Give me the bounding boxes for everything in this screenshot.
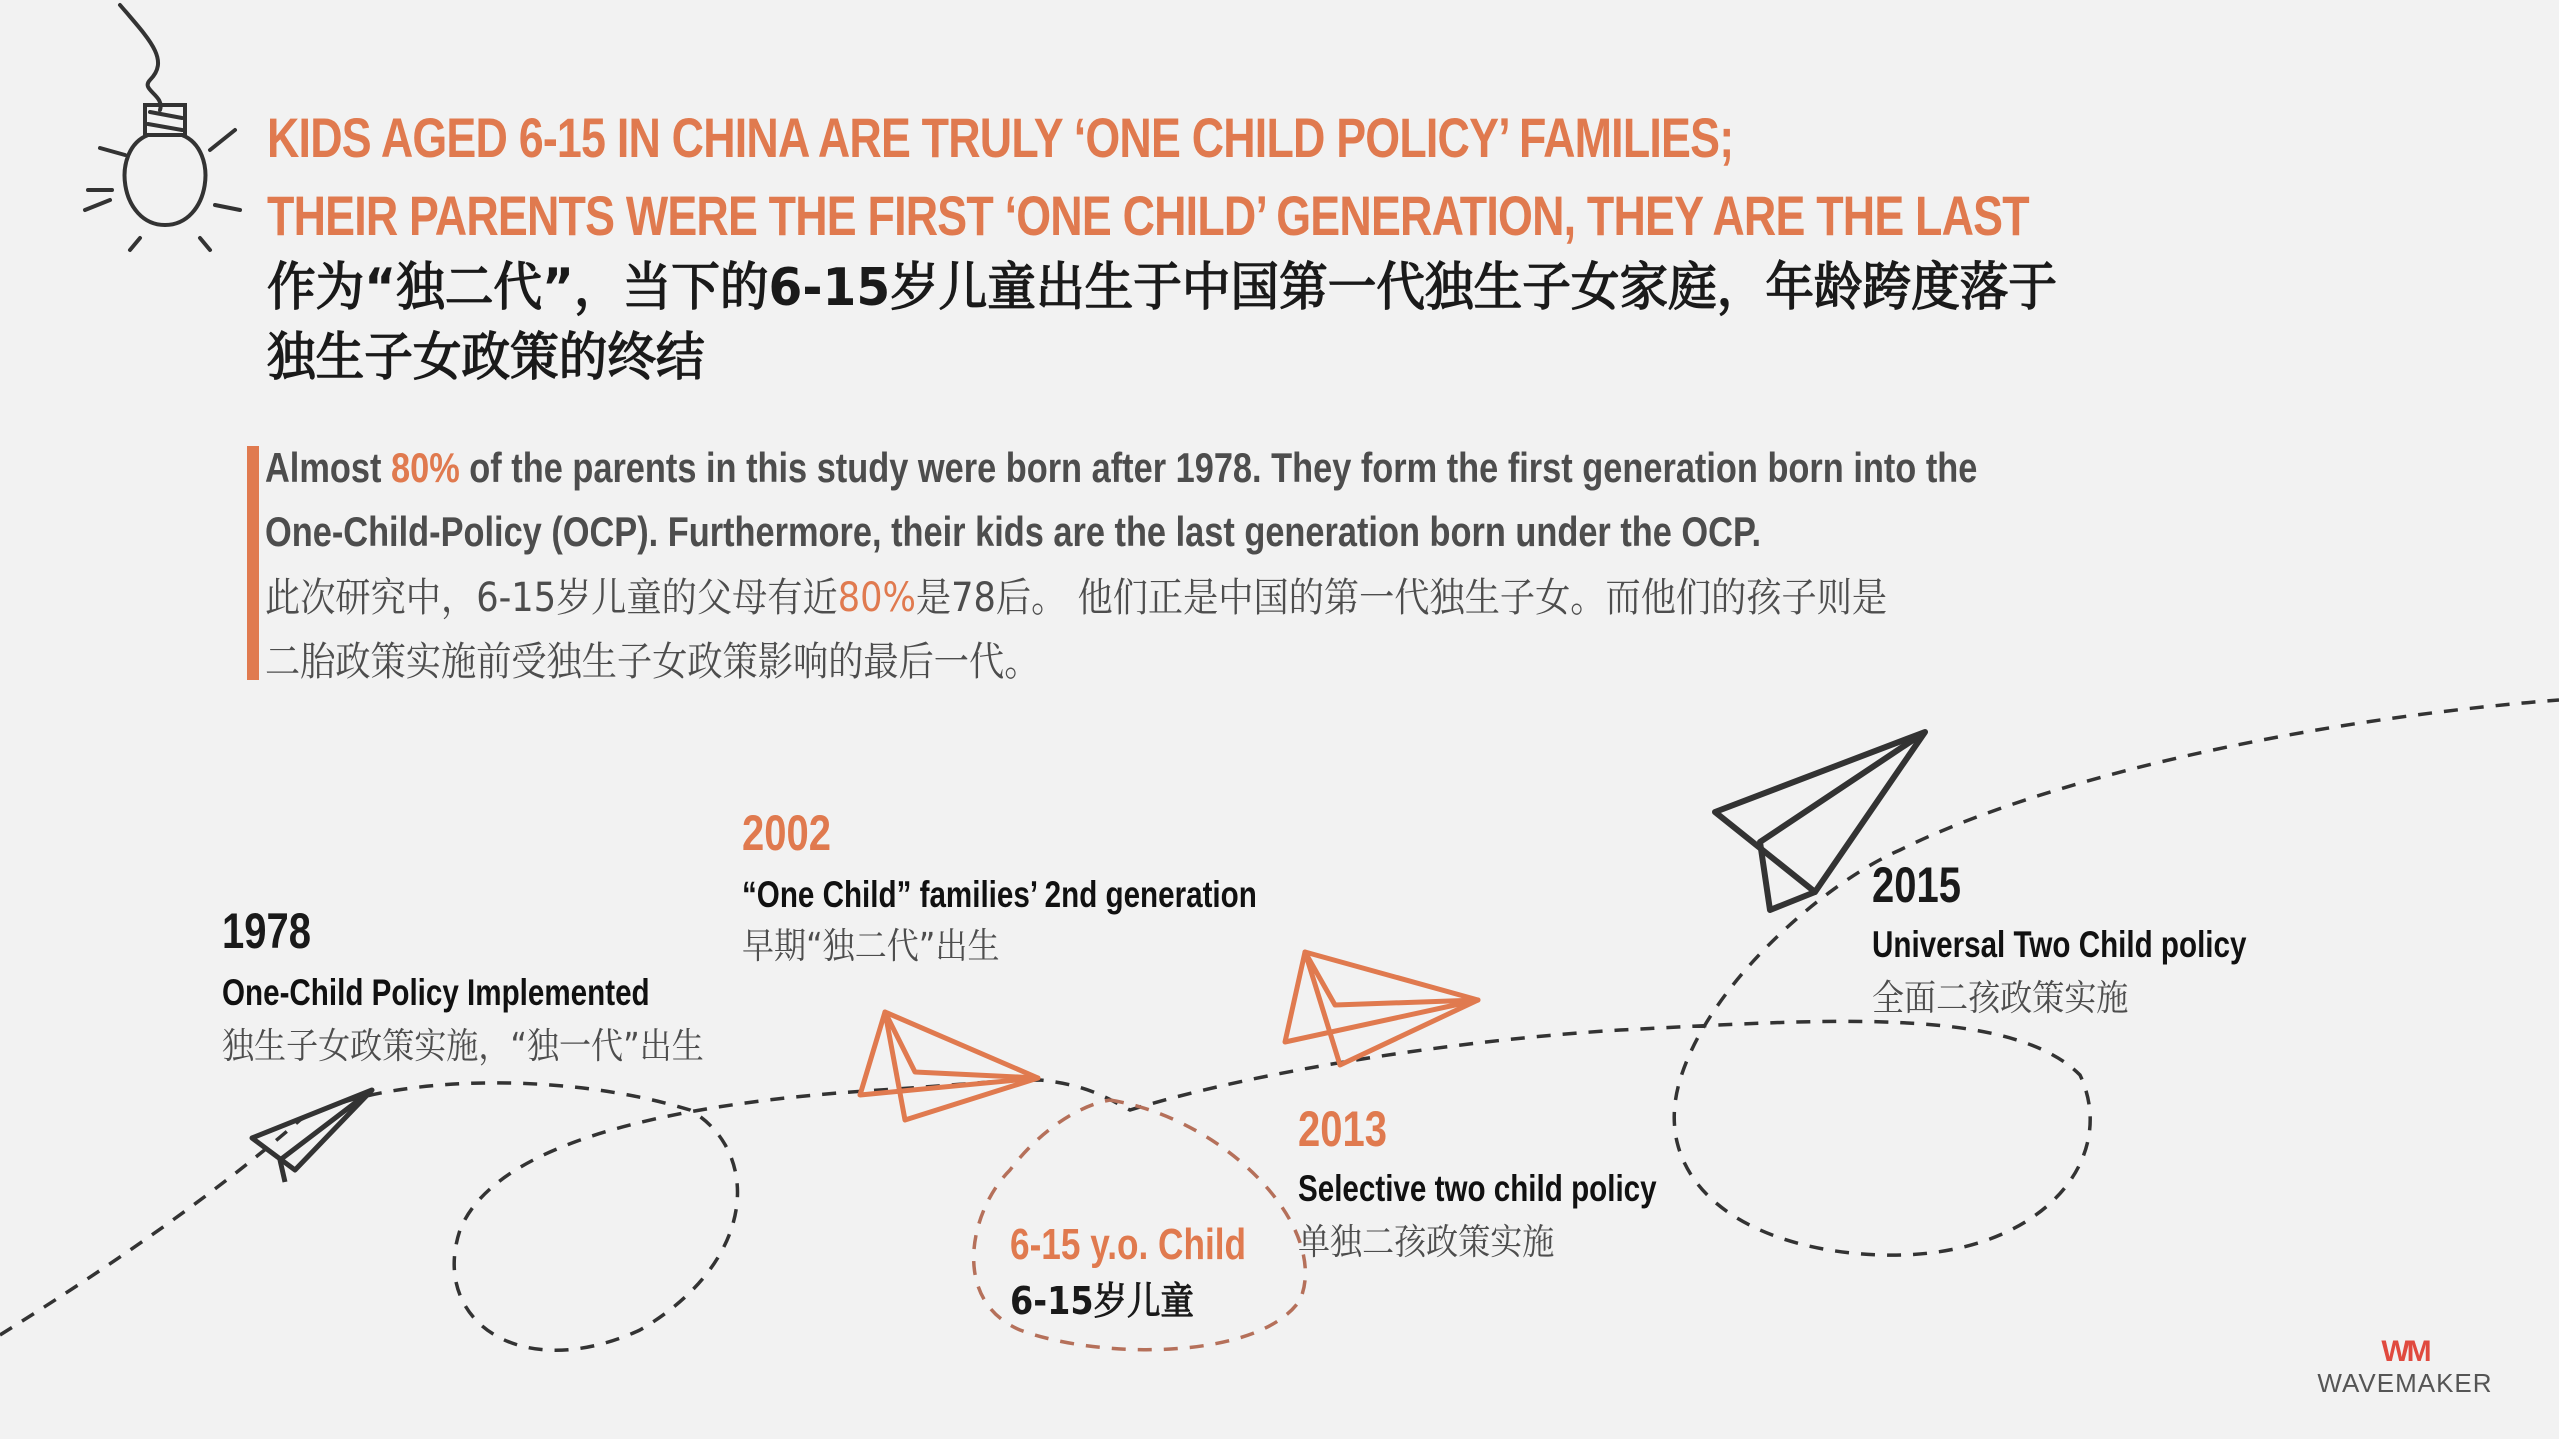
event-1978-en: One-Child Policy Implemented — [222, 972, 650, 1013]
child-en: 6-15 y.o. Child — [1010, 1220, 1247, 1269]
brand-name: WAVEMAKER — [2317, 1368, 2493, 1398]
lightbulb-icon — [85, 5, 240, 250]
event-2002-en: “One Child” families’ 2nd generation — [742, 874, 1257, 915]
quote-en-post: of the parents in this study were born after 1978. They form the first generation born into the — [459, 444, 1978, 491]
event-1978-year: 1978 — [222, 903, 311, 959]
event-2013-year: 2013 — [1298, 1101, 1387, 1157]
quote-accent-bar — [247, 446, 259, 680]
paper-plane-icon — [860, 1012, 1038, 1120]
quote-zh-post: 是78后。 他们正是中国的第一代独生子女。而他们的孩子则是 — [915, 575, 1888, 621]
child-zh: 6-15岁儿童 — [1010, 1279, 1195, 1323]
quote-zh-line2: 二胎政策实施前受独生子女政策影响的最后一代。 — [265, 639, 1040, 685]
quote-en-pre: Almost — [265, 444, 391, 491]
event-1978-zh: 独生子女政策实施，“独一代”出生 — [222, 1026, 704, 1067]
quote-en-highlight: 80% — [390, 444, 460, 491]
event-2015-en: Universal Two Child policy — [1872, 924, 2247, 965]
brand-mark: WM — [2381, 1335, 2429, 1368]
quote-en-line1 — [265, 436, 1977, 500]
paper-plane-icon — [252, 1090, 372, 1182]
brand-logo — [2310, 1336, 2500, 1398]
quote-en-line2: One-Child-Policy (OCP). Furthermore, their kids are the last generation born under the OCP. — [265, 508, 1762, 555]
event-2002-year: 2002 — [742, 805, 831, 861]
quote-zh-highlight: 80% — [837, 575, 916, 621]
event-2013-zh: 单独二孩政策实施 — [1298, 1222, 1555, 1263]
title-zh-line2: 独生子女政策的终结 — [267, 328, 705, 388]
event-2002-zh: 早期“独二代”出生 — [742, 926, 1000, 967]
title-zh-line1: 作为“独二代”，当下的6-15岁儿童出生于中国第一代独生子女家庭，年龄跨度落于 — [267, 258, 2058, 318]
title-en-line2: THEIR PARENTS WERE THE FIRST ‘ONE CHILD’ GENERATION, THEY ARE THE LAST — [267, 184, 2029, 247]
event-2013-en: Selective two child policy — [1298, 1168, 1657, 1209]
event-2015-zh: 全面二孩政策实施 — [1872, 978, 2129, 1019]
event-2015-year: 2015 — [1872, 857, 1961, 913]
paper-plane-icon — [1285, 952, 1478, 1065]
quote-zh-pre: 此次研究中，6-15岁儿童的父母有近 — [265, 575, 838, 621]
title-en-line1: KIDS AGED 6-15 IN CHINA ARE TRULY ‘ONE CHILD POLICY’ FAMILIES; — [267, 106, 1734, 169]
quote-zh-line1 — [265, 566, 1887, 630]
